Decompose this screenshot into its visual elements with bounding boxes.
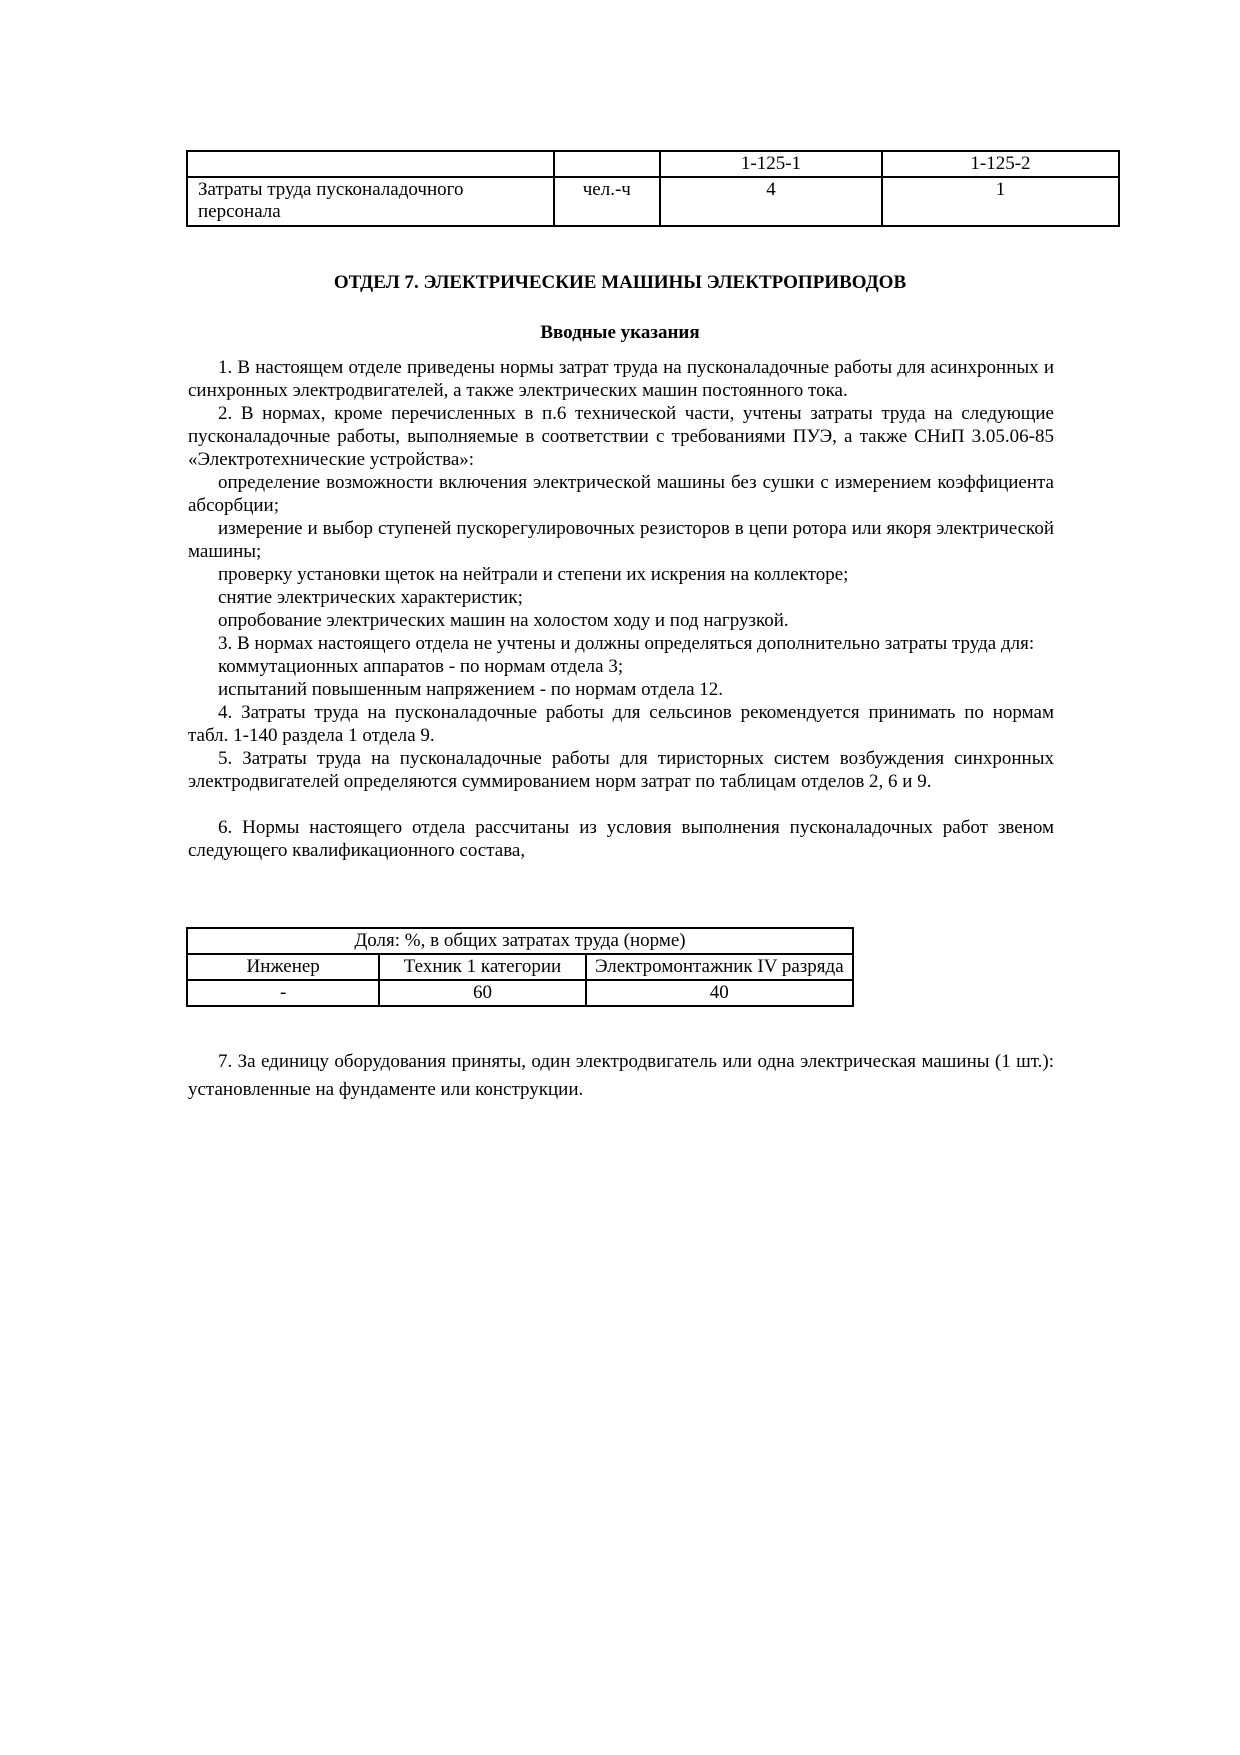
table-cell: Инженер — [187, 954, 379, 980]
table-cell: Техник 1 категории — [379, 954, 585, 980]
paragraph: проверку установки щеток на нейтрали и степени их искрения на коллекторе; — [218, 564, 849, 585]
table-cell — [554, 151, 660, 177]
table-cell — [187, 151, 554, 177]
paragraph: испытаний повышенным напряжением - по нормам отдела 12. — [218, 679, 724, 700]
paragraph: 1. В настоящем отделе приведены нормы затрат труда на пусконаладочные работы для асинхронных и синхронных электродвигателей, а также электрических машин постоянного тока. — [188, 357, 1054, 401]
table-cell: 40 — [586, 980, 853, 1006]
paragraph: 6. Нормы настоящего отдела рассчитаны из условия выполнения пусконаладочных работ звеном следующего квалификационного состава, — [188, 817, 1054, 861]
labor-cost-table — [186, 150, 1120, 227]
table-row — [187, 177, 1119, 226]
paragraph: 2. В нормах, кроме перечисленных в п.6 технической части, учтены затраты труда на следующие пусконаладочные работы, выполняемые в соответствии с требованиями ПУЭ, а также СНиП 3.05.06-85 «Электротехнические устройства»: — [188, 403, 1054, 470]
table-row — [187, 980, 853, 1006]
table-cell: 1 — [882, 177, 1119, 226]
table-header-row — [187, 151, 1119, 177]
paragraph: 3. В нормах настоящего отдела не учтены и должны определяться дополнительно затраты труда для: — [218, 633, 1035, 654]
section-title: ОТДЕЛ 7. ЭЛЕКТРИЧЕСКИЕ МАШИНЫ ЭЛЕКТРОПРИВОДОВ — [333, 272, 907, 293]
table-caption-row — [187, 928, 853, 954]
table-cell: 1-125-1 — [660, 151, 882, 177]
table-header-row — [187, 954, 853, 980]
table-cell: 60 — [379, 980, 585, 1006]
paragraph: 7. За единицу оборудования приняты, один электродвигатель или одна электрическая машины (1 шт.): установленные на фундаменте или конструкции. — [188, 1051, 1054, 1100]
table-cell: Затраты труда пусконаладочного персонала — [187, 177, 554, 226]
table-cell: 1-125-2 — [882, 151, 1119, 177]
subtitle: Вводные указания — [540, 322, 700, 343]
table-caption: Доля: %, в общих затратах труда (норме) — [187, 928, 853, 954]
paragraph: 4. Затраты труда на пусконаладочные работы для сельсинов рекомендуется принимать по нормам табл. 1-140 раздела 1 отдела 9. — [188, 702, 1054, 746]
paragraph: снятие электрических характеристик; — [218, 587, 523, 608]
table-cell: 4 — [660, 177, 882, 226]
paragraph: определение возможности включения электрической машины без сушки с измерением коэффициента абсорбции; — [188, 472, 1054, 516]
paragraph: 5. Затраты труда на пусконаладочные работы для тиристорных систем возбуждения синхронных электродвигателей определяются суммированием норм затрат по таблицам отделов 2, 6 и 9. — [188, 748, 1054, 792]
paragraph: коммутационных аппаратов - по нормам отдела 3; — [218, 656, 624, 677]
body-text — [188, 356, 1054, 862]
table-cell: - — [187, 980, 379, 1006]
table-cell: чел.-ч — [554, 177, 660, 226]
paragraph: измерение и выбор ступеней пускорегулировочных резисторов в цепи ротора или якоря электрической машины; — [188, 518, 1054, 562]
table-cell: Электромонтажник IV разряда — [586, 954, 853, 980]
paragraph: опробование электрических машин на холостом ходу и под нагрузкой. — [218, 610, 789, 631]
qualification-share-table — [186, 927, 854, 1007]
